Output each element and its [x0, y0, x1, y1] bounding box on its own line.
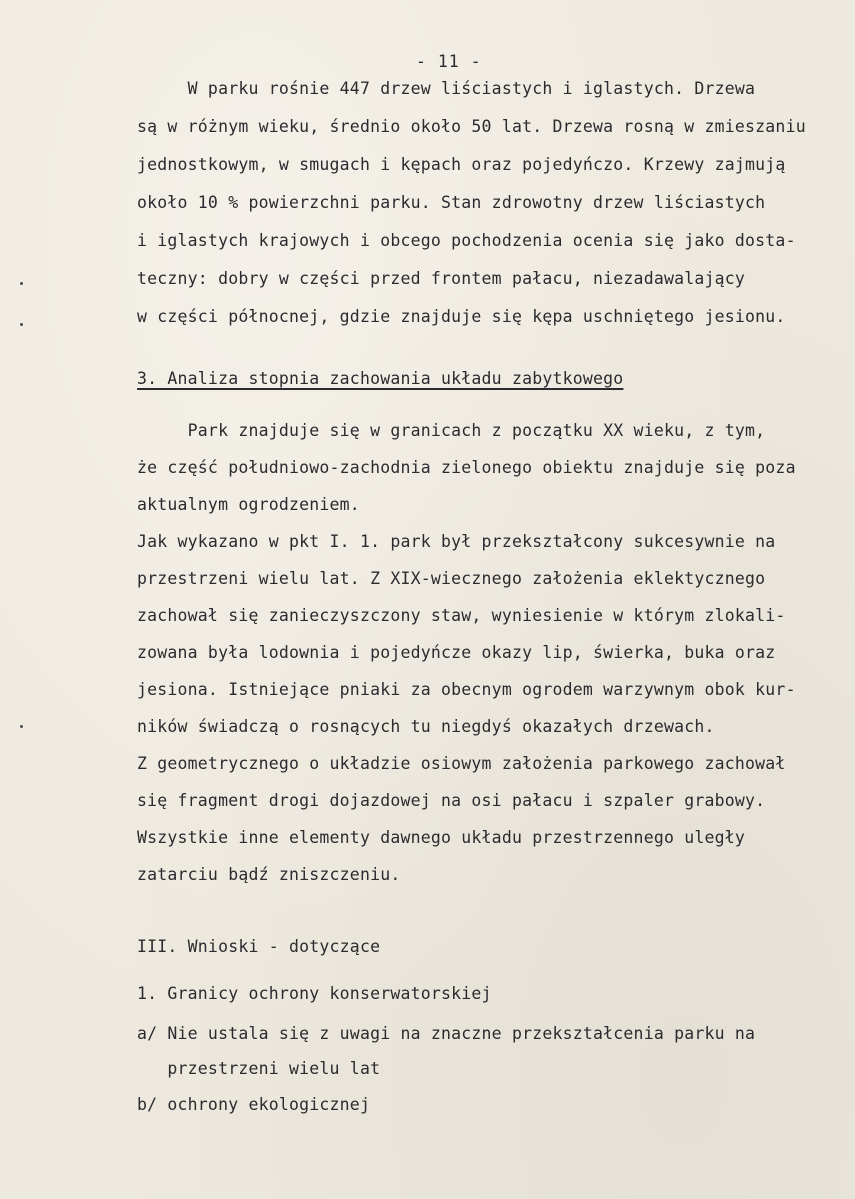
margin-dot [20, 282, 23, 285]
paragraph-line: Wszystkie inne elementy dawnego układu przestrzennego uległy [137, 828, 746, 847]
paragraph-line: i iglastych krajowych i obcego pochodzenia ocenia się jako dosta- [137, 231, 796, 250]
section-heading: III. Wnioski - dotyczące [137, 937, 381, 956]
paragraph-line: jesiona. Istniejące pniaki za obecnym ogrodem warzywnym obok kur- [137, 680, 796, 699]
paragraph-line: zatarciu bądź zniszczeniu. [137, 865, 401, 884]
paragraph-line: Z geometrycznego o układzie osiowym założenia parkowego zachował [137, 754, 786, 773]
paragraph-line: W parku rośnie 447 drzew liściastych i iglastych. Drzewa [137, 79, 756, 98]
paragraph-line: przestrzeni wielu lat. Z XIX-wiecznego założenia eklektycznego [137, 569, 766, 588]
paragraph-line: teczny: dobry w części przed frontem pałacu, niezadawalający [137, 269, 746, 288]
paragraph-line: zachował się zanieczyszczony staw, wyniesienie w którym zlokali- [137, 606, 786, 625]
paragraph-line: w części północnej, gdzie znajduje się kępa uschniętego jesionu. [137, 307, 786, 326]
page-number: - 11 - [416, 52, 482, 71]
paragraph-line: są w różnym wieku, średnio około 50 lat. Drzewa rosną w zmieszaniu [137, 117, 806, 136]
paragraph-line: aktualnym ogrodzeniem. [137, 495, 360, 514]
paragraph-line: ników świadczą o rosnących tu niegdyś okazałych drzewach. [137, 717, 715, 736]
paragraph-line: że część południowo-zachodnia zielonego obiektu znajduje się poza [137, 458, 796, 477]
paragraph-line: jednostkowym, w smugach i kępach oraz pojedyńczo. Krzewy zajmują [137, 155, 786, 174]
section-heading: 3. Analiza stopnia zachowania układu zabytkowego [137, 369, 624, 388]
paragraph-line: zowana była lodownia i pojedyńcze okazy lip, świerka, buka oraz [137, 643, 776, 662]
paragraph-line: około 10 % powierzchni parku. Stan zdrowotny drzew liściastych [137, 193, 766, 212]
paragraph-line: Jak wykazano w pkt I. 1. park był przekształcony sukcesywnie na [137, 532, 776, 551]
list-item: b/ ochrony ekologicznej [137, 1095, 371, 1114]
list-item: przestrzeni wielu lat [137, 1059, 381, 1078]
margin-dot [20, 323, 23, 326]
paragraph-line: Park znajduje się w granicach z początku XX wieku, z tym, [137, 421, 766, 440]
margin-dot [20, 725, 23, 728]
paragraph-line: się fragment drogi dojazdowej na osi pałacu i szpaler grabowy. [137, 791, 766, 810]
list-item: a/ Nie ustala się z uwagi na znaczne przekształcenia parku na [137, 1024, 756, 1043]
list-item: 1. Granicy ochrony konserwatorskiej [137, 984, 492, 1003]
